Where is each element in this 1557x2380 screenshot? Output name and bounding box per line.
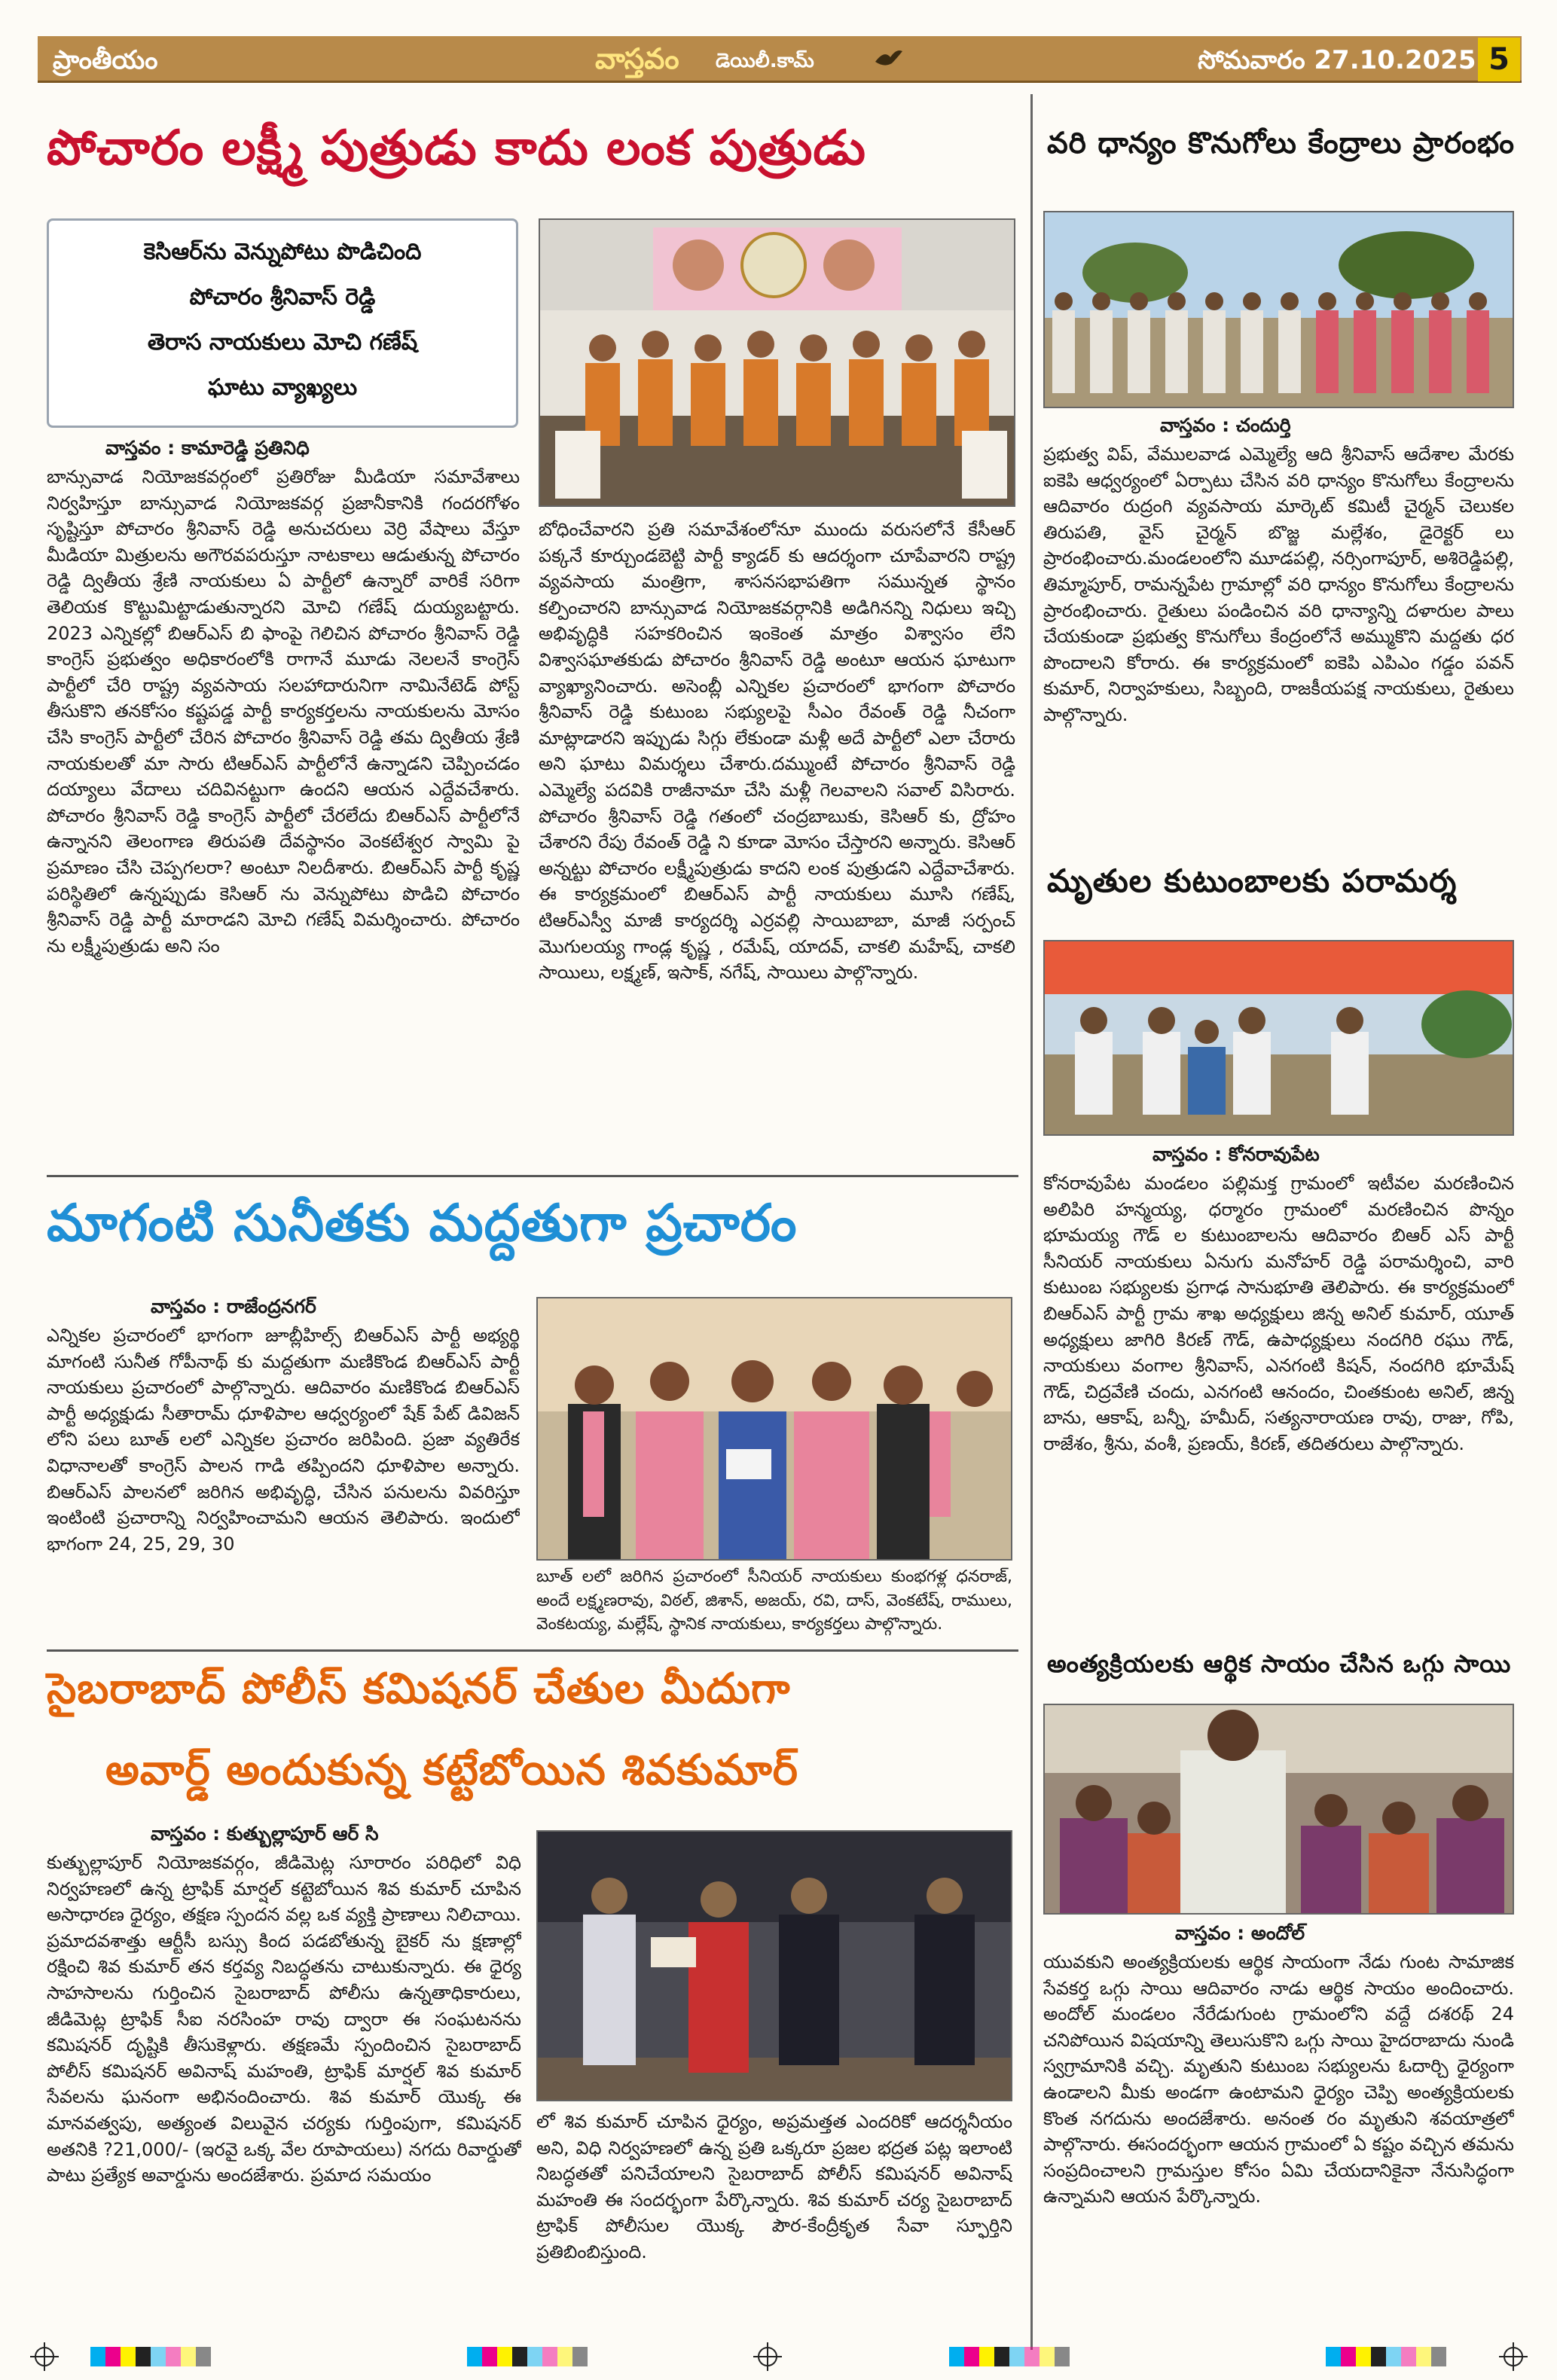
group-meeting-image xyxy=(540,220,1015,507)
article1-dateline: వాస్తవం : కామారెడ్డి ప్రతినిధి xyxy=(105,437,310,459)
color-bar xyxy=(467,2347,588,2366)
masthead-title: వాస్తవం xyxy=(595,42,679,75)
article6-headline: అంత్యక్రియలకు ఆర్థిక సాయం చేసిన ఒగ్గు సాయి xyxy=(1047,1649,1512,1678)
article6-dateline: వాస్తవం : అందోల్ xyxy=(1175,1922,1305,1944)
registration-mark-icon xyxy=(30,2342,59,2371)
article3-dateline: వాస్తవం : కోనరావుపేట xyxy=(1152,1143,1320,1165)
color-bar xyxy=(90,2347,211,2366)
color-bar xyxy=(949,2347,1070,2366)
article5-dateline: వాస్తవం : కుత్బుల్లాపూర్ ఆర్ సి xyxy=(151,1823,379,1844)
article6-photo xyxy=(1043,1704,1514,1915)
registration-mark-icon xyxy=(1499,2342,1528,2371)
masthead-sub: డెయిలీ.కామ్ xyxy=(716,50,814,72)
page-number: 5 xyxy=(1478,38,1520,81)
article2-photo xyxy=(1043,211,1514,408)
article4-photo xyxy=(536,1297,1012,1561)
article1-subhead-4: ఘాటు వ్యాఖ్యలు xyxy=(207,374,358,401)
article3-body: కోనరావుపేట మండలం పల్లిమక్త గ్రామంలో ఇటీవల మరణించిన అలిపిరి హన్మయ్య, ధర్మారం గ్రామంలో మరణించిన పొన్నం భూమయ్య గౌడ్ ల కుటుంబాలను ఆదివారం బిఆర్ ఎస్ పార్టీ సీనియర్ నాయకులు ఏనుగు మనోహర్ రెడ్డి పరామర్శించి, వారి కుటుంబ సభ్యులకు ప్రగాఢ సానుభూతి తెలిపారు. ఈ కార్యక్రమంలో బిఆర్ఎస్ పార్టీ గ్రామ శాఖ అధ్యక్షులు జిన్న అనిల్ కుమార్, యూత్ అధ్యక్షులు జాగిరి కిరణ్ గౌడ్, ఉపాధ్యక్షులు నందగిరి రఘు గౌడ్, నాయకులు వంగాల శ్రీనివాస్, ఎనగంటి కిషన్, నందగిరి భూమేష్ గౌడ్, చిద్రవేణి చందు, ఎనగంటి ఆనందం, చింతకుంట అనిల్, జిన్న బాను, ఆకాష్, బన్నీ, హమీద్, సత్యనారాయణ రావు, రాజు, గోపి, రాజేశం, శ్రీను, వంశీ, ప్రణయ్, కిరణ్, తదితరులు పాల్గొన్నారు. xyxy=(1043,1173,1514,1454)
article4-body-col1: ఎన్నికల ప్రచారంలో భాగంగా జూబ్లీహిల్స్ బిఆర్ఎస్ పార్టీ అభ్యర్థి మాగంటి సునీత గోపీనాథ్ కు మద్దతుగా మణికొండ బిఆర్ఎస్ పార్టీ నాయకులు ప్రచారంలో పాల్గొన్నారు. ఆదివారం మణికొండ బిఆర్ఎస్ పార్టీ అధ్యక్షుడు సీతారామ్ ధూళిపాల ఆధ్వర్యంలో షేక్ పేట్ డివిజన్ లోని పలు బూత్ లలో ఎన్నికల ప్రచారం జరిపింది. ప్రజా వ్యతిరేక విధానాలతో కాంగ్రెస్ పాలన గాడి తప్పిందని ధూళిపాల అన్నారు. బిఆర్ఎస్ పాలనలో జరిగిన అభివృద్ధి, చేసిన పనులను వివరిస్తూ ఇంటింటి ప్రచారాన్ని నిర్వహించామని ఆయన తెలిపారు. ఇందులో భాగంగా 24, 25, 29, 30 xyxy=(47,1325,520,1555)
article1-body-col2: బోధించేవారని ప్రతి సమావేశంలోనూ ముందు వరుసలోనే కేసీఆర్ పక్కనే కూర్చుండబెట్టి పార్టీ క్యాడర్ కు ఆదర్శంగా చూపేవారని రాష్ట్ర వ్యవసాయ మంత్రిగా, శాసనసభాపతిగా సమున్నత స్థానం కల్పించారని బాన్సువాడ నియోజకవర్గానికి అడిగినన్ని నిధులు ఇచ్చి అభివృద్ధికి సహకరించిన ఇంకెంత మాత్రం విశ్వాసం లేని విశ్వాసఘాతకుడు పోచారం శ్రీనివాస్ రెడ్డి అంటూ ఆయన ఘాటుగా వ్యాఖ్యానించారు. అసెంబ్లీ ఎన్నికల ప్రచారంలో భాగంగా పోచారం శ్రీనివాస్ రెడ్డి కుటుంబ సభ్యులపై సీఎం రేవంత్ రెడ్డి నీచంగా మాట్లాడారని ఇప్పుడు సిగ్గు లేకుండా మళ్లీ అదే పార్టీలో ఎలా చేరారు అని ఘాటు విమర్శలు చేశారు.దమ్ముంటే పోచారం శ్రీనివాస్ రెడ్డి ఎమ్మెల్యే పదవికి రాజీనామా చేసి మళ్లీ గెలవాలని సవాల్ విసిరారు. పోచారం శ్రీనివాస్ రెడ్డి గతంలో చంద్రబాబుకు, కెసిఆర్ కు, ద్రోహం చేశారని రేపు రేవంత్ రెడ్డి ని కూడా మోసం చేస్తారని అన్నారు. కెసిఆర్ అన్నట్టు పోచారం లక్ష్మీపుత్రుడు కాదని లంక పుత్రుడని ఎద్దేవాచేశారు. ఈ కార్యక్రమంలో బిఆర్ఎస్ పార్టీ నాయకులు మూసి గణేష్, టిఆర్ఎస్వీ మాజీ కార్యదర్శి ఎర్రవల్లి సాయిబాబా, మాజీ సర్పంచ్ మొగులయ్య గాండ్ల కృష్ణ , రమేష్, యాదవ్, చాకలి మహేష్, చాకలి సాయిలు, లక్ష్మణ్, ఇసాక్, నగేష్, సాయిలు పాల్గొన్నారు. xyxy=(539,519,1015,984)
column-rule xyxy=(1030,94,1033,2350)
campaign-photo-image xyxy=(538,1298,1012,1561)
article1-body-col1: బాన్సువాడ నియోజకవర్గంలో ప్రతిరోజు మీడియా సమావేశాలు నిర్వహిస్తూ బాన్సువాడ నియోజకవర్గ ప్రజానీకానికి గందరగోళం సృష్టిస్తూ పోచారం శ్రీనివాస్ రెడ్డి అనుచరులు వెర్రి వేషాలు వేస్తూ మీడియా మిత్రులను అగౌరవపరుస్తూ నాటకాలు ఆడుతున్న పోచారం రెడ్డి ద్వితీయ శ్రేణి నాయకులు ఏ పార్టీలో ఉన్నారో వారికే సరిగా తెలియక కొట్టుమిట్టాడుతున్నారని మోచి గణేష్ దుయ్యబట్టారు. 2023 ఎన్నికల్లో బిఆర్ఎస్ బి ఫాంపై గెలిచిన పోచారం శ్రీనివాస్ రెడ్డి కాంగ్రెస్ ప్రభుత్వం అధికారంలోకి రాగానే మూడు నెలలనే కాంగ్రెస్ పార్టీలో చేరి రాష్ట్ర వ్యవసాయ సలహాదారునిగా నామినేటెడ్ పోస్ట్ తీసుకొని తనకోసం కష్టపడ్డ పార్టీ కార్యకర్తలను నాయకులను మోసం చేసి కాంగ్రెస్ పార్టీలో చేరిన పోచారం శ్రీనివాస్ రెడ్డి తమ ద్వితీయ శ్రేణి నాయకులతో మా సారు టిఆర్ఎస్ పార్టీలోనే ఉన్నాడని చెప్పించడం దయ్యాలు వేదాలు చదివినట్టుగా ఉందని ఆయన ఎద్దేవచేశారు. పోచారం శ్రీనివాస్ రెడ్డి కాంగ్రెస్ పార్టీలో చేరలేదు బిఆర్ఎస్ పార్టీలోనే ఉన్నానని తెలంగాణ తిరుపతి దేవస్థానం వెంకటేశ్వర స్వామి పై ప్రమాణం చేసి చెప్పగలరా? అంటూ నిలదీశారు. బిఆర్ఎస్ పార్టీ కృష్ణ పరిస్థితిలో ఉన్నప్పుడు కెసిఆర్ ను వెన్నుపోటు పొడిచి పోచారం శ్రీనివాస్ రెడ్డి పార్టీ మారాడని మోచి గణేష్ విమర్శించారు. పోచారం ను లక్ష్మీపుత్రుడు అని సం xyxy=(47,466,520,957)
article5-body-col2: లో శివ కుమార్ చూపిన ధైర్యం, అప్రమత్తత ఎందరికో ఆదర్శనీయం అని, విధి నిర్వహణలో ఉన్న ప్రతి ఒక్కరూ ప్రజల భద్రత పట్ల ఇలాంటి నిబద్ధతతో పనిచేయాలని సైబరాబాద్ పోలీస్ కమిషనర్ అవినాష్ మహంతి ఈ సందర్భంగా పేర్కొన్నారు. శివ కుమార్ చర్య సైబరాబాద్ ట్రాఫిక్ పోలీసుల యొక్క పౌర-కేంద్రీకృత సేవా స్ఫూర్తిని ప్రతిబింబిస్తుంది. xyxy=(536,2111,1012,2263)
funeral-aid-image xyxy=(1045,1705,1514,1915)
page-header xyxy=(38,36,1522,83)
article1-subhead-1: కెసిఆర్‌ను వెన్నుపోటు పొడిచింది xyxy=(143,239,422,265)
article3-photo xyxy=(1043,940,1514,1136)
condolence-visit-image xyxy=(1045,941,1514,1136)
article4-dateline: వాస్తవం : రాజేంద్రనగర్ xyxy=(151,1295,316,1317)
article1-subhead-3: తెరాస నాయకులు మోచి గణేష్ xyxy=(147,329,418,355)
divider xyxy=(47,1175,1018,1177)
divider xyxy=(47,1649,1018,1652)
article2-body: ప్రభుత్వ విప్, వేములవాడ ఎమ్మెల్యే ఆది శ్రీనివాస్ ఆదేశాల మేరకు ఐకెపి ఆధ్వర్యంలో ఏర్పాటు చేసిన వరి ధాన్యం కొనుగోలు కేంద్రాలను ఆదివారం రుద్రంగి వ్యవసాయ మార్కెట్ కమిటీ చైర్మన్ చెలుకల తిరుపతి, వైస్ చైర్మన్ బొజ్జ మల్లేశం, డైరెక్టర్ లు ప్రారంభించారు.మండలంలోని మూడపల్లి, నర్సింగాపూర్, అశిరెడ్డిపల్లి, తిమ్మాపూర్, రామన్నపేట గ్రామాల్లో వరి ధాన్యం కొనుగోలు కేంద్రాలను ప్రారంభించారు. రైతులు పండించిన వరి ధాన్యాన్ని దళారుల పాలు చేయకుండా ప్రభుత్వ కొనుగోలు కేంద్రంలోనే అమ్ముకొని మద్దతు ధర పొందాలని కోరారు. ఈ కార్యక్రమంలో ఐకెపి ఎపిఎం గడ్డం పవన్ కుమార్, నిర్వాహకులు, సిబ్బంది, రాజకీయపక్ష నాయకులు, రైతులు పాల్గొన్నారు. xyxy=(1043,444,1514,725)
section-label: ప్రాంతీయం xyxy=(53,45,158,75)
article3-headline: మృతుల కుటుంబాలకు పరామర్శ xyxy=(1047,862,1458,899)
article1-subhead-box xyxy=(47,218,518,428)
article5-body-col1: కుత్బుల్లాపూర్ నియోజకవర్గం, జీడిమెట్ల సూరారం పరిధిలో విధి నిర్వహణలో ఉన్న ట్రాఫిక్ మార్షల్ కట్టెబోయిన శివ కుమార్ చూపిన అసాధారణ ధైర్యం, తక్షణ స్పందన వల్ల ఒక వ్యక్తి ప్రాణాలు నిలిచాయి. ప్రమాదవశాత్తు ఆర్టీసీ బస్సు కింద పడబోతున్న బైకర్ ను క్షణాల్లో రక్షించి శివ కుమార్ తన కర్తవ్య నిబద్ధతను చాటుకున్నారు. ఈ ధైర్య సాహసాలను గుర్తించిన సైబరాబాద్ పోలీసు ఉన్నతాధికారులు, జీడిమెట్ల ట్రాఫిక్ సీఐ నరసింహ రావు ద్వారా ఈ సంఘటనను కమిషనర్ దృష్టికి తీసుకెళ్లారు. తక్షణమే స్పందించిన సైబరాబాద్ పోలీస్ కమిషనర్ అవినాష్ మహంతి, ట్రాఫిక్ మార్షల్ శివ కుమార్ సేవలను ఘనంగా అభినందించారు. శివ కుమార్ యొక్క ఈ మానవత్వపు, అత్యంత విలువైన చర్యకు గుర్తింపుగా, కమిషనర్ అతనికి ?21,000/- (ఇరవై ఒక్క వేల రూపాయలు) నగదు రివార్డుతో పాటు ప్రత్యేక అవార్డును అందజేశారు. ప్రమాద సమయం xyxy=(47,1852,521,2186)
article1-subhead-2: పోచారం శ్రీనివాస్ రెడ్డి xyxy=(189,284,376,310)
color-bar xyxy=(1326,2347,1446,2366)
bird-icon xyxy=(874,45,904,72)
article4-headline: మాగంటి సునీతకు మద్దతుగా ప్రచారం xyxy=(47,1194,798,1253)
article2-headline: వరి ధాన్యం కొనుగోలు కేంద్రాలు ప్రారంభం xyxy=(1047,127,1516,160)
article4-body-col2: బూత్ లలో జరిగిన ప్రచారంలో సీనియర్ నాయకులు కుంభగళ్ల ధనరాజ్, అందే లక్ష్మణరావు, విఠల్, జిశాన్, అజయ్, రవి, దాస్, వెంకటేష్, రాములు, వెంకటయ్య, మల్లేష్, స్థానిక నాయకులు, కార్యకర్తలు పాల్గొన్నారు. xyxy=(536,1567,1012,1634)
registration-mark-icon xyxy=(753,2342,782,2371)
paddy-centre-image xyxy=(1045,212,1514,408)
article6-body: యువకుని అంత్యక్రియలకు ఆర్థిక సాయంగా నేడు గుంట సామాజిక సేవకర్త ఒగ్గు సాయి ఆదివారం నాడు ఆర్థిక సాయం అందించారు. అందోల్ మండలం నేరేడుగుంట గ్రామంలోని వద్దే దశరథ్ 24 చనిపోయిన విషయాన్ని తెలుసుకొని ఒగ్గు సాయి హైదరాబాదు నుండి స్వగ్రామానికి వచ్చి. మృతుని కుటుంబ సభ్యులను ఓదార్చి ధైర్యంగా ఉండాలని మీకు అండగా ఉంటామని ధైర్యం చెప్పి అంత్యక్రియలకు కొంత నగదును అందజేశారు. అనంత రం మృతుని శవయాత్రలో పాల్గొనారు. ఈసందర్భంగా ఆయన గ్రామంలో ఏ కష్టం వచ్చిన తమను సంప్రదించాలని గ్రామస్తుల కోసం ఏమి చేయదానికైనా నేనుసిద్ధంగా ఉన్నామని ఆయన పేర్కొన్నారు. xyxy=(1043,1951,1514,2208)
article5-headline-line1: సైబరాబాద్ పోలీస్ కమిషనర్ చేతుల మీదుగా xyxy=(47,1664,791,1713)
award-ceremony-image xyxy=(538,1832,1012,2101)
article1-headline: పోచారం లక్ష్మీ పుత్రుడు కాదు లంక పుత్రుడు xyxy=(47,121,866,176)
issue-date: సోమవారం 27.10.2025 xyxy=(1198,45,1476,75)
article5-headline-line2: అవార్డ్ అందుకున్న కట్టేబోయిన శివకుమార్ xyxy=(105,1746,799,1795)
article1-photo xyxy=(539,218,1015,507)
article2-dateline: వాస్తవం : చందుర్తి xyxy=(1160,414,1291,436)
article5-photo xyxy=(536,1830,1012,2101)
